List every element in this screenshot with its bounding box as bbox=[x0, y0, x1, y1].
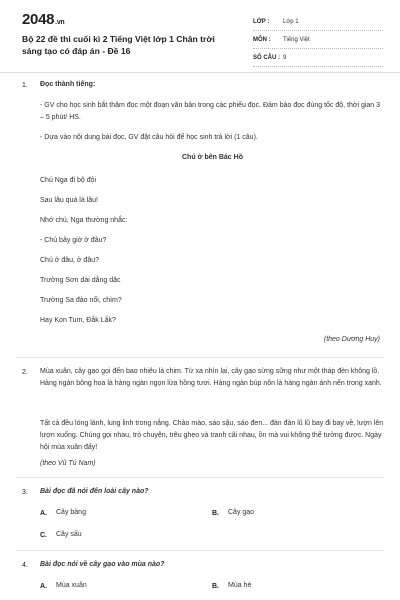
option-text[interactable]: Cây gạo bbox=[228, 509, 255, 516]
meta-key: LỚP : bbox=[253, 18, 270, 25]
meta-value: Tiếng Việt bbox=[283, 36, 310, 43]
site-logo[interactable] bbox=[22, 11, 64, 28]
meta-table bbox=[253, 13, 383, 67]
document-title: Bộ 22 đề thi cuối kì 2 Tiếng Việt lớp 1 Chân trời sáng tạo có đáp án - Đề 16 bbox=[22, 34, 215, 56]
poem-line: Trường Sa đảo nổi, chìm? bbox=[40, 297, 122, 304]
meta-key: SỐ CÂU : bbox=[253, 54, 280, 61]
poem-line: Chú ở đâu, ở đâu? bbox=[40, 257, 99, 264]
question-number: 1. bbox=[22, 82, 28, 89]
q2-paragraph-2: Tất cả đều lóng lánh, lung linh trong nắng. Chào mào, sáo sậu, sáo đen... đàn đàn lũ lũ bay đi bay về, lượn lên lượn xuống. Chúng gọi nhau, trò chuyện, trêu ghẹo và tranh cãi nhau, ồn mà vui không thể tưởng được. Ngày hội mùa xuân đấy! bbox=[40, 420, 384, 451]
meta-row-count bbox=[253, 49, 383, 67]
logo-tld: .vn bbox=[55, 19, 65, 26]
option-letter: B. bbox=[212, 583, 219, 590]
q2-source: (theo Vũ Tú Nam) bbox=[40, 460, 96, 467]
option-text[interactable]: Cây sấu bbox=[56, 531, 82, 538]
poem-title: Chú ở bên Bác Hồ bbox=[182, 154, 243, 161]
meta-value: 9 bbox=[283, 54, 287, 61]
question-number: 3. bbox=[22, 489, 28, 496]
question-number: 4. bbox=[22, 562, 28, 569]
poem-line: Trường Sơn dài dằng dặc bbox=[40, 277, 121, 284]
header-divider bbox=[0, 72, 400, 73]
option-text[interactable]: Cây bàng bbox=[56, 509, 86, 516]
q3-question: Bài đọc đã nói đến loài cây nào? bbox=[40, 488, 149, 495]
poem-line: Chú Nga đi bộ đội bbox=[40, 177, 97, 184]
section-divider bbox=[16, 477, 384, 478]
question-number: 2. bbox=[22, 369, 28, 376]
meta-value: Lớp 1 bbox=[283, 18, 299, 25]
q4-question: Bài đọc nói về cây gạo vào mùa nào? bbox=[40, 561, 165, 568]
logo-main: 2048 bbox=[22, 11, 55, 28]
q1-instruction-1: - GV cho học sinh bắt thăm đọc một đoạn văn bản trong các phiếu đọc. Đảm bảo đọc đúng tốc độ, thời gian 3 – 5 phút/ HS. bbox=[40, 102, 381, 121]
meta-row-subject bbox=[253, 31, 383, 49]
q2-paragraph-1: Mùa xuân, cây gạo gọi đến bao nhiêu là chim. Từ xa nhìn lại, cây gạo sừng sững như một tháp đèn không lồ. Hàng ngàn bông hoa là hàng ngàn ngọn lửa hồng tươi. Hàng ngàn búp nõn là hàng ngàn ánh nến trong xanh. bbox=[40, 368, 382, 387]
section-divider bbox=[16, 550, 384, 551]
q1-heading: Đọc thành tiếng: bbox=[40, 81, 96, 88]
option-letter: B. bbox=[212, 510, 219, 517]
section-divider bbox=[16, 357, 384, 358]
meta-key: MÔN : bbox=[253, 36, 271, 43]
poem-source: (theo Dương Huy) bbox=[323, 336, 380, 343]
q1-instruction-2: - Dựa vào nội dung bài đọc, GV đặt câu hỏi để học sinh trả lời (1 câu). bbox=[40, 134, 258, 141]
meta-row-class bbox=[253, 13, 383, 31]
option-letter: A. bbox=[40, 583, 47, 590]
option-text[interactable]: Mùa xuân bbox=[56, 582, 87, 589]
poem-line: - Chú bây giờ ở đâu? bbox=[40, 237, 107, 244]
header bbox=[0, 0, 400, 70]
option-text[interactable]: Mùa hè bbox=[228, 582, 252, 589]
poem-line: Nhớ chú, Nga thường nhắc: bbox=[40, 217, 128, 224]
option-letter: A. bbox=[40, 510, 47, 517]
poem-line: Sau lâu quá là lâu! bbox=[40, 197, 98, 204]
poem-line: Hay Kon Tum, Đắk Lắk? bbox=[40, 317, 116, 324]
option-letter: C. bbox=[40, 532, 47, 539]
